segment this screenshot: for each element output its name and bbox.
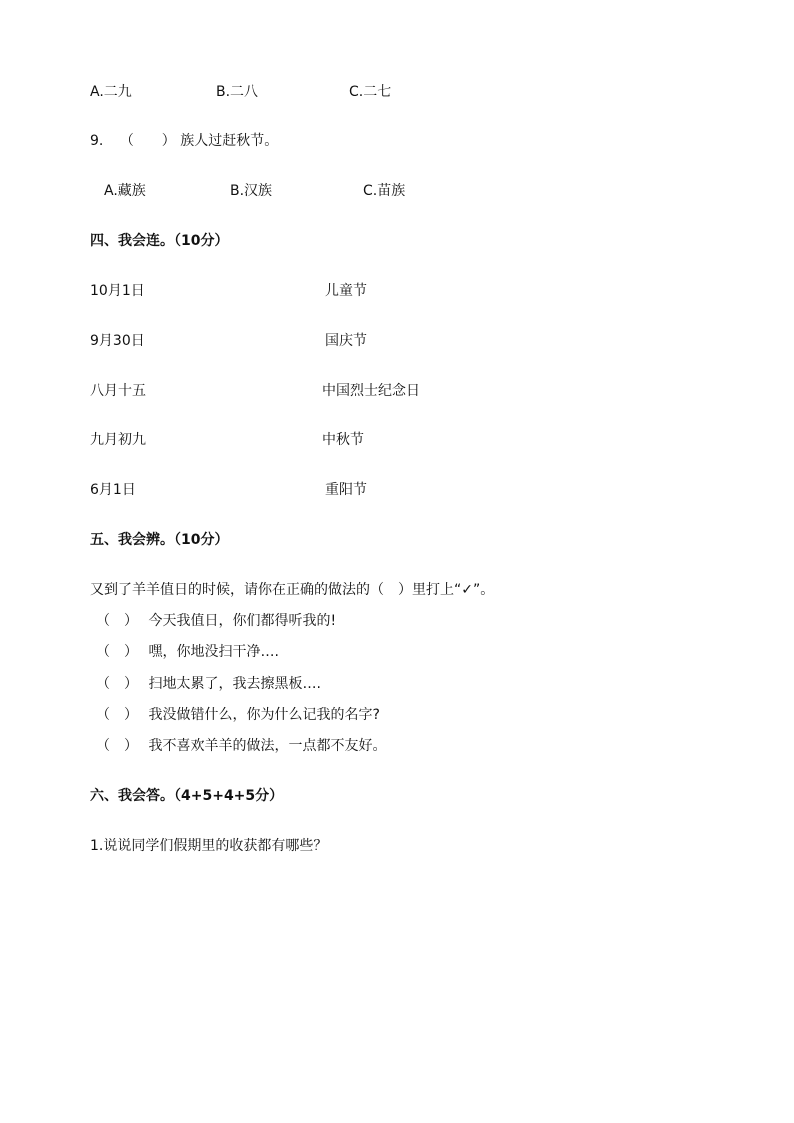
judge-text: 嘿，你地没扫干净….: [148, 644, 279, 660]
judge-bracket: （ ）: [96, 738, 138, 754]
section5-heading: 五、我会辨。（10分）: [90, 532, 229, 548]
judge-text: 我没做错什么，你为什么记我的名字?: [148, 707, 380, 723]
q9-option-b: B.汉族: [230, 183, 273, 199]
q9-question: [90, 131, 278, 151]
judge-bracket: （ ）: [96, 644, 138, 660]
judge-item: [96, 674, 321, 694]
judge-item: [96, 736, 386, 756]
judge-bracket: （ ）: [96, 676, 138, 692]
judge-text: 我不喜欢羊羊的做法，一点都不友好。: [148, 738, 387, 754]
judge-text: 今天我值日，你们都得听我的!: [148, 613, 337, 629]
q9-number: 9.: [90, 133, 104, 149]
judge-bracket: （ ）: [96, 707, 138, 723]
match-right-item: 重阳节: [325, 482, 367, 498]
match-right-item: 中秋节: [322, 432, 364, 448]
q9-option-a: A.藏族: [104, 183, 146, 199]
q9-option-c: C.苗族: [363, 183, 406, 199]
judge-item: [96, 611, 336, 631]
q8-option-b: B.二八: [216, 84, 259, 100]
match-left-item: 6月1日: [90, 482, 136, 498]
q9-text: 族人过赶秋节。: [180, 133, 279, 149]
judge-bracket: （ ）: [96, 613, 138, 629]
judge-text: 扫地太累了，我去擦黑板….: [148, 676, 321, 692]
match-left-item: 10月1日: [90, 283, 145, 299]
match-right-item: 国庆节: [325, 333, 367, 349]
q9-answer-bracket: （ ）: [119, 133, 176, 149]
match-right-item: 中国烈士纪念日: [322, 383, 420, 399]
match-left-item: 九月初九: [90, 432, 146, 448]
match-left-item: 9月30日: [90, 333, 145, 349]
match-right-item: 儿童节: [325, 283, 367, 299]
judge-item: [96, 705, 380, 725]
q8-option-a: A.二九: [90, 84, 132, 100]
match-left-item: 八月十五: [90, 383, 146, 399]
section6-heading: 六、我会答。（4+5+4+5分）: [90, 788, 284, 804]
q8-option-c: C.二七: [349, 84, 392, 100]
section5-intro: 又到了羊羊值日的时候，请你在正确的做法的（ ）里打上“✓”。: [90, 582, 495, 598]
section4-heading: 四、我会连。（10分）: [90, 233, 229, 249]
judge-item: [96, 642, 279, 662]
section6-question-1: 1.说说同学们假期里的收获都有哪些？: [90, 838, 328, 854]
